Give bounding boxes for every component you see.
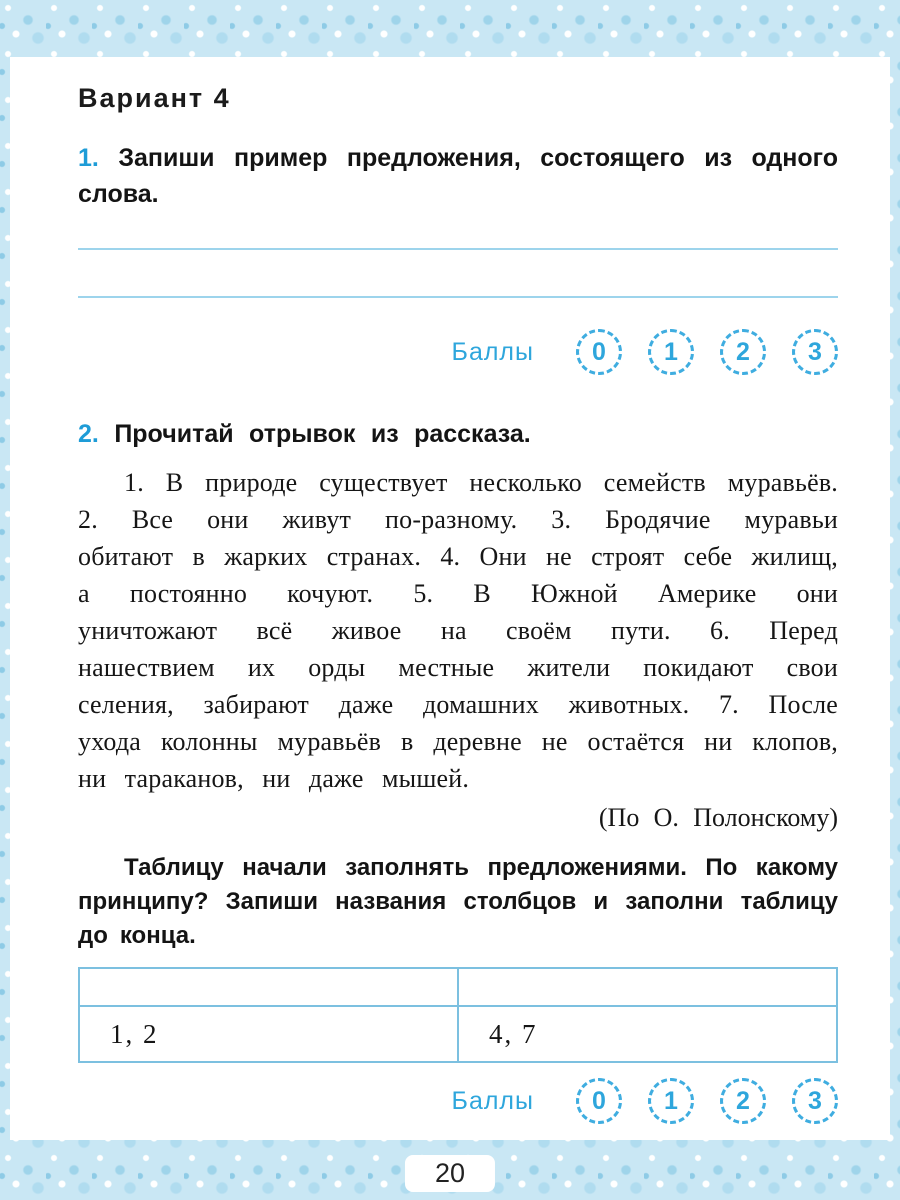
score-circle-1: 1 (648, 329, 694, 375)
score-circle-2: 2 (720, 1078, 766, 1124)
task1-score-row (78, 328, 838, 376)
score-circle-3: 3 (792, 329, 838, 375)
answer-table (78, 967, 838, 1063)
score-circle-3: 3 (792, 1078, 838, 1124)
answer-line-1 (78, 212, 838, 250)
task1-text (78, 140, 838, 212)
table-header-row (79, 968, 837, 1006)
task2-number: 2. (78, 420, 99, 448)
page-content (10, 57, 890, 1140)
task1-number: 1. (78, 144, 99, 172)
score-circle-0: 0 (576, 329, 622, 375)
table-cell-1: 1, 2 (79, 1006, 458, 1062)
task2-passage: 1. В природе существует несколько семейств муравьёв. 2. Все они живут по-разному. 3. Бродячие муравьи обитают в жарких странах. 4. Они не строят себе жилищ, а постоянно кочуют. 5. В Южной Америке они уничтожают всё живое на своём пути. 6. Перед нашествием их орды местные жители покидают свои селения, забирают даже домашних животных. 7. После ухода колонны муравьёв в деревне не остаётся ни клопов, ни тараканов, ни даже мышей. (78, 468, 838, 793)
score-circle-0: 0 (576, 1078, 622, 1124)
task2-title-body: Прочитай отрывок из рассказа. (114, 420, 531, 448)
task1-text-body: Запиши пример предложения, состоящего из одного слова. (78, 144, 838, 208)
task2-title (78, 416, 838, 452)
table-header-cell-1 (79, 968, 458, 1006)
score-circle-2: 2 (720, 329, 766, 375)
variant-title: Вариант 4 (78, 83, 231, 113)
table-cell-2: 4, 7 (458, 1006, 837, 1062)
table-data-row (79, 1006, 837, 1062)
task2-instruction: Таблицу начали заполнять предложениями. По какому принципу? Запиши названия столбцов и заполни таблицу до конца. (78, 854, 838, 949)
answer-line-2 (78, 250, 838, 298)
task2-score-row (78, 1077, 838, 1125)
page-number: 20 (405, 1155, 495, 1192)
score-circle-1: 1 (648, 1078, 694, 1124)
table-header-cell-2 (458, 968, 837, 1006)
score-label: Баллы (451, 337, 534, 366)
score-label: Баллы (451, 1086, 534, 1115)
passage-attribution: (По О. Полонскому) (598, 803, 838, 832)
